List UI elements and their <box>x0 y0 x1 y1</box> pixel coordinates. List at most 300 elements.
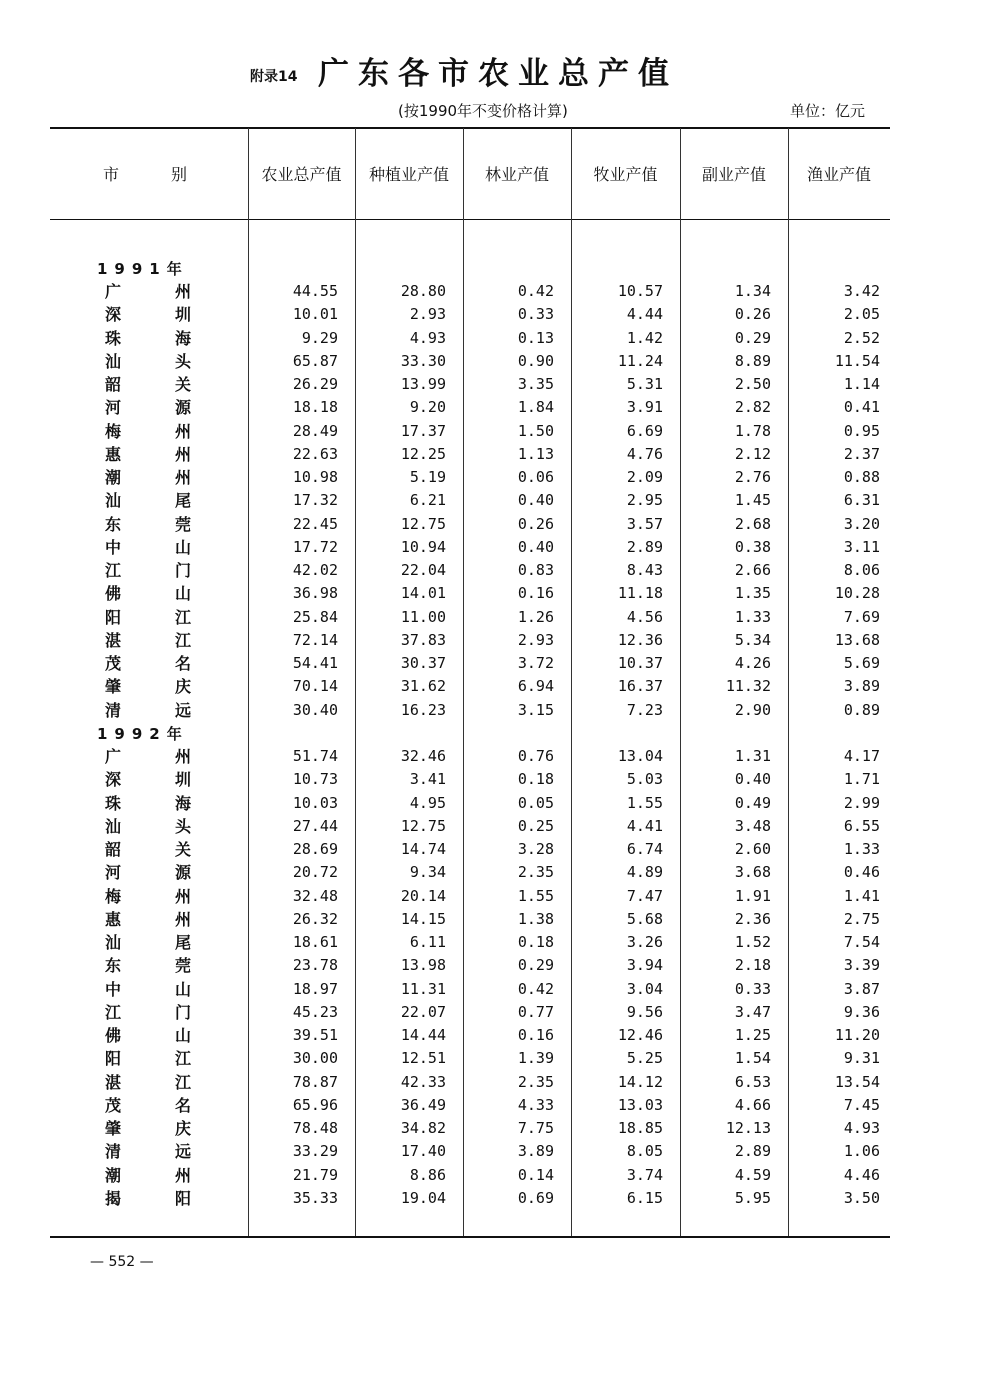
table-cell: 2.68 <box>734 514 771 533</box>
city-name-second: 莞 <box>175 514 192 534</box>
year-label: 1992年 <box>97 725 189 743</box>
city-name-second: 尾 <box>175 933 192 952</box>
table-cell: 6.94 <box>517 677 554 696</box>
city-name-second: 名 <box>175 1095 192 1115</box>
table-cell: 0.14 <box>517 1165 554 1184</box>
table-cell: 3.41 <box>409 770 446 789</box>
table-cell: 1.42 <box>626 328 663 347</box>
table-cell: 10.28 <box>834 584 880 603</box>
table-cell: 2.93 <box>517 630 554 649</box>
table-cell: 3.20 <box>843 514 880 533</box>
column-header: 渔业产值 <box>806 165 871 184</box>
city-name-second: 远 <box>175 1142 192 1162</box>
table-cell: 3.91 <box>626 398 663 417</box>
page-title: 广东各市农业总产值 <box>318 56 678 92</box>
city-name-second: 山 <box>175 537 192 557</box>
city-name-first: 梅 <box>105 886 122 906</box>
table-cell: 1.78 <box>734 421 771 440</box>
table-cell: 1.71 <box>843 770 880 789</box>
table-cell: 3.04 <box>626 979 663 998</box>
table-cell: 0.77 <box>517 1002 554 1021</box>
table-cell: 78.87 <box>292 1072 338 1091</box>
table-cell: 78.48 <box>292 1119 338 1137</box>
table-cell: 30.40 <box>292 700 338 719</box>
table-cell: 20.14 <box>400 886 446 905</box>
city-name-first: 清 <box>105 700 122 720</box>
table-cell: 0.13 <box>517 328 554 347</box>
table-cell: 10.03 <box>292 793 338 812</box>
table-cell: 18.61 <box>292 933 338 951</box>
table-cell: 39.51 <box>292 1026 338 1044</box>
city-name-second: 庆 <box>175 677 192 697</box>
city-name-second: 尾 <box>175 491 192 511</box>
city-name-first: 茂 <box>105 654 122 673</box>
city-name-first: 珠 <box>105 328 122 348</box>
table-cell: 0.40 <box>517 537 554 556</box>
column-header: 牧业产值 <box>593 165 658 184</box>
city-name-first: 河 <box>105 863 122 883</box>
table-cell: 21.79 <box>292 1165 338 1184</box>
table-cell: 1.33 <box>734 607 771 626</box>
table-cell: 9.20 <box>409 398 446 417</box>
city-name-first: 珠 <box>105 793 122 813</box>
city-name-second: 头 <box>175 816 192 836</box>
table-cell: 0.26 <box>517 514 554 533</box>
city-name-first: 韶 <box>105 840 122 859</box>
table-cell: 2.99 <box>843 793 880 812</box>
table-cell: 2.37 <box>843 444 880 463</box>
table-cell: 2.52 <box>843 328 880 347</box>
table-cell: 28.80 <box>400 282 446 300</box>
table-cell: 2.76 <box>734 468 771 486</box>
table-cell: 14.44 <box>400 1026 446 1044</box>
table-cell: 4.26 <box>734 654 771 672</box>
table-cell: 12.51 <box>400 1049 446 1068</box>
table-cell: 0.46 <box>843 863 880 882</box>
table-cell: 36.98 <box>292 584 338 603</box>
table-cell: 26.29 <box>292 375 338 393</box>
table-cell: 3.74 <box>626 1165 663 1184</box>
table-cell: 5.31 <box>626 375 663 393</box>
table-cell: 2.89 <box>626 537 663 556</box>
table-cell: 33.29 <box>292 1142 338 1161</box>
city-name-first: 韶 <box>105 375 122 394</box>
table-cell: 0.40 <box>734 770 771 789</box>
year-label: 1991年 <box>97 260 189 278</box>
table-cell: 7.75 <box>517 1119 554 1137</box>
table-cell: 2.09 <box>626 468 663 486</box>
city-name-second: 源 <box>175 863 192 883</box>
table-cell: 1.45 <box>734 491 771 510</box>
table-cell: 3.68 <box>734 863 771 882</box>
table-cell: 3.89 <box>517 1142 554 1161</box>
city-name-first: 中 <box>105 537 122 557</box>
table-cell: 5.68 <box>626 909 663 928</box>
column-divider <box>680 128 681 1236</box>
table-cell: 8.05 <box>626 1142 663 1161</box>
city-name-first: 佛 <box>105 1026 122 1045</box>
table-cell: 1.34 <box>734 282 771 300</box>
table-cell: 2.18 <box>734 956 771 975</box>
table-cell: 1.54 <box>734 1049 771 1068</box>
city-name-first: 汕 <box>105 816 122 836</box>
table-cell: 7.23 <box>626 700 663 719</box>
table-cell: 10.37 <box>617 654 663 672</box>
table-cell: 3.89 <box>843 677 880 696</box>
table-cell: 11.24 <box>617 351 663 370</box>
table-cell: 18.97 <box>292 979 338 998</box>
page-number: — 552 — <box>90 1254 154 1270</box>
city-name-first: 江 <box>105 561 122 580</box>
table-cell: 13.54 <box>834 1072 880 1091</box>
city-name-first: 深 <box>105 305 122 325</box>
city-name-first: 湛 <box>105 1072 122 1092</box>
city-name-first: 潮 <box>105 468 122 487</box>
table-cell: 2.95 <box>626 491 663 510</box>
table-cell: 8.43 <box>626 561 663 579</box>
table-cell: 12.75 <box>400 816 446 835</box>
city-name-first: 汕 <box>105 491 122 511</box>
table-cell: 4.76 <box>626 444 663 463</box>
table-cell: 32.48 <box>292 886 338 905</box>
city-name-first: 清 <box>105 1142 122 1162</box>
table-cell: 30.00 <box>292 1049 338 1068</box>
city-name-first: 揭 <box>105 1188 122 1208</box>
table-cell: 54.41 <box>292 654 338 672</box>
table-cell: 0.76 <box>517 747 554 765</box>
table-cell: 42.02 <box>292 561 338 579</box>
table-cell: 4.59 <box>734 1165 771 1184</box>
city-name-second: 山 <box>175 979 192 999</box>
city-name-first: 茂 <box>105 1095 122 1115</box>
city-name-second: 州 <box>175 909 192 929</box>
table-cell: 6.55 <box>843 816 880 835</box>
city-name-first: 肇 <box>105 1119 122 1138</box>
table-cell: 14.12 <box>617 1072 663 1091</box>
unit-label: 单位：亿元 <box>790 102 866 120</box>
table-cell: 5.19 <box>409 468 446 486</box>
table-cell: 3.15 <box>517 700 554 719</box>
city-name-second: 圳 <box>175 770 192 790</box>
table-cell: 13.04 <box>617 747 663 765</box>
table-cell: 22.07 <box>400 1002 446 1021</box>
header-rule <box>50 219 890 220</box>
table-cell: 0.33 <box>734 979 771 998</box>
table-cell: 5.34 <box>734 630 771 649</box>
table-cell: 1.55 <box>626 793 663 812</box>
table-cell: 1.06 <box>843 1142 880 1161</box>
table-cell: 28.69 <box>292 840 338 858</box>
table-cell: 22.45 <box>292 514 338 533</box>
city-name-second: 关 <box>175 375 192 394</box>
table-cell: 0.83 <box>517 561 554 579</box>
table-cell: 30.37 <box>400 654 446 672</box>
table-cell: 22.04 <box>400 561 446 579</box>
table-cell: 7.54 <box>843 933 880 951</box>
column-divider <box>248 128 249 1236</box>
table-cell: 36.49 <box>400 1095 446 1114</box>
table-cell: 4.33 <box>517 1095 554 1114</box>
table-cell: 23.78 <box>292 956 338 975</box>
subtitle: (按1990年不变价格计算) <box>398 102 568 120</box>
column-header: 副业产值 <box>701 165 766 184</box>
table-cell: 5.03 <box>626 770 663 789</box>
table-cell: 9.36 <box>843 1002 880 1021</box>
table-cell: 0.18 <box>517 770 554 789</box>
table-cell: 26.32 <box>292 909 338 928</box>
table-cell: 9.34 <box>409 863 446 882</box>
table-cell: 3.26 <box>626 933 663 951</box>
table-cell: 10.01 <box>292 305 338 324</box>
table-cell: 6.15 <box>626 1188 663 1207</box>
table-cell: 27.44 <box>292 816 338 835</box>
column-divider <box>788 128 789 1236</box>
city-name-first: 阳 <box>105 1049 122 1069</box>
table-cell: 70.14 <box>292 677 338 696</box>
city-name-first: 梅 <box>105 421 122 441</box>
table-cell: 4.46 <box>843 1165 880 1184</box>
city-name-first: 潮 <box>105 1165 122 1185</box>
table-cell: 1.35 <box>734 584 771 603</box>
table-cell: 10.73 <box>292 770 338 789</box>
table-cell: 5.95 <box>734 1188 771 1207</box>
table-cell: 3.39 <box>843 956 880 975</box>
table-cell: 0.18 <box>517 933 554 951</box>
table-cell: 12.13 <box>725 1119 771 1137</box>
table-cell: 1.39 <box>517 1049 554 1068</box>
city-name-second: 关 <box>175 840 192 859</box>
table-cell: 10.94 <box>400 537 446 556</box>
table-cell: 1.13 <box>517 444 554 463</box>
table-cell: 13.99 <box>400 375 446 393</box>
table-cell: 3.50 <box>843 1188 880 1207</box>
table-cell: 14.74 <box>400 840 446 858</box>
table-cell: 9.56 <box>626 1002 663 1021</box>
table-cell: 4.93 <box>409 328 446 347</box>
title-block <box>0 48 1000 92</box>
city-name-second: 头 <box>175 351 192 371</box>
table-cell: 6.11 <box>409 933 446 951</box>
bottom-rule <box>50 1236 890 1238</box>
table-cell: 2.89 <box>734 1142 771 1161</box>
table-cell: 0.88 <box>843 468 880 486</box>
table-cell: 0.89 <box>843 700 880 719</box>
table-cell: 1.55 <box>517 886 554 905</box>
table-cell: 1.26 <box>517 607 554 626</box>
table-cell: 1.41 <box>843 886 880 905</box>
column-divider <box>355 128 356 1236</box>
city-name-first: 东 <box>105 514 122 534</box>
city-name-first: 肇 <box>105 677 122 697</box>
city-name-second: 莞 <box>175 956 192 976</box>
table-cell: 17.40 <box>400 1142 446 1161</box>
table-cell: 4.56 <box>626 607 663 626</box>
column-header: 种植业产值 <box>368 165 449 184</box>
city-name-second: 州 <box>175 886 192 906</box>
table-cell: 0.49 <box>734 793 771 812</box>
city-name-second: 海 <box>175 328 192 348</box>
city-name-second: 山 <box>175 1026 192 1045</box>
table-cell: 2.90 <box>734 700 771 719</box>
table-cell: 12.25 <box>400 444 446 463</box>
table-cell: 14.01 <box>400 584 446 603</box>
table-cell: 3.87 <box>843 979 880 998</box>
table-cell: 11.00 <box>400 607 446 626</box>
table-cell: 0.90 <box>517 351 554 370</box>
city-name-second: 门 <box>175 1002 192 1022</box>
table-cell: 4.41 <box>626 816 663 835</box>
table-cell: 18.18 <box>292 398 338 417</box>
table-cell: 3.11 <box>843 537 880 556</box>
city-name-second: 州 <box>175 444 192 464</box>
table-cell: 32.46 <box>400 747 446 765</box>
table-cell: 4.93 <box>843 1119 880 1137</box>
table-cell: 0.95 <box>843 421 880 440</box>
city-name-second: 庆 <box>175 1119 192 1138</box>
table-cell: 3.28 <box>517 840 554 858</box>
table-cell: 18.85 <box>617 1119 663 1137</box>
city-name-second: 州 <box>175 282 192 301</box>
table-cell: 0.25 <box>517 816 554 835</box>
column-header: 农业总产值 <box>261 165 342 184</box>
table-cell: 1.33 <box>843 840 880 858</box>
table-cell: 65.87 <box>292 351 338 370</box>
city-name-second: 门 <box>175 561 192 580</box>
city-name-second: 江 <box>175 607 192 627</box>
table-cell: 11.31 <box>400 979 446 998</box>
table-cell: 37.83 <box>400 630 446 649</box>
table-cell: 13.98 <box>400 956 446 975</box>
table-cell: 9.29 <box>301 328 338 347</box>
city-name-second: 远 <box>175 700 192 720</box>
table-cell: 16.37 <box>617 677 663 696</box>
table-cell: 9.31 <box>843 1049 880 1068</box>
city-name-first: 广 <box>105 747 122 766</box>
table-cell: 33.30 <box>400 351 446 370</box>
city-name-first: 汕 <box>105 933 122 952</box>
table-cell: 8.06 <box>843 561 880 579</box>
city-name-first: 深 <box>105 770 122 790</box>
table-cell: 2.60 <box>734 840 771 858</box>
column-header: 林业产值 <box>484 165 549 184</box>
city-name-first: 惠 <box>105 909 122 929</box>
table-cell: 16.23 <box>400 700 446 719</box>
table-cell: 1.84 <box>517 398 554 417</box>
table-cell: 45.23 <box>292 1002 338 1021</box>
table-cell: 0.40 <box>517 491 554 510</box>
table-cell: 2.82 <box>734 398 771 417</box>
table-cell: 12.46 <box>617 1026 663 1044</box>
table-cell: 44.55 <box>292 282 338 300</box>
table-cell: 0.41 <box>843 398 880 417</box>
city-name-first: 中 <box>105 979 122 999</box>
table-cell: 6.74 <box>626 840 663 858</box>
table-cell: 1.52 <box>734 933 771 951</box>
table-cell: 6.21 <box>409 491 446 510</box>
table-cell: 11.54 <box>834 351 880 370</box>
table-cell: 22.63 <box>292 444 338 463</box>
table-cell: 25.84 <box>292 607 338 626</box>
table-cell: 1.25 <box>734 1026 771 1044</box>
city-name-second: 江 <box>175 630 192 650</box>
table-cell: 4.89 <box>626 863 663 882</box>
table-cell: 17.32 <box>292 491 338 510</box>
city-name-first: 惠 <box>105 444 122 464</box>
table-cell: 7.69 <box>843 607 880 626</box>
table-cell: 42.33 <box>400 1072 446 1091</box>
table-cell: 8.86 <box>409 1165 446 1184</box>
city-name-second: 山 <box>175 584 192 604</box>
table-cell: 3.57 <box>626 514 663 533</box>
table-cell: 3.35 <box>517 375 554 393</box>
table-cell: 0.42 <box>517 979 554 998</box>
city-name-second: 海 <box>175 793 192 813</box>
table-cell: 7.47 <box>626 886 663 905</box>
table-cell: 72.14 <box>292 630 338 649</box>
city-name-second: 江 <box>175 1072 192 1092</box>
table-cell: 4.95 <box>409 793 446 812</box>
city-name-second: 源 <box>175 398 192 418</box>
table-cell: 17.72 <box>292 537 338 556</box>
table-cell: 31.62 <box>400 677 446 696</box>
table-cell: 34.82 <box>400 1119 446 1137</box>
table-cell: 0.05 <box>517 793 554 812</box>
city-name-first: 佛 <box>105 584 122 604</box>
table-cell: 0.29 <box>517 956 554 975</box>
city-name-second: 州 <box>175 468 192 487</box>
table-cell: 10.98 <box>292 468 338 486</box>
table-cell: 7.45 <box>843 1095 880 1114</box>
table-cell: 1.91 <box>734 886 771 905</box>
city-name-first: 阳 <box>105 607 122 627</box>
table-cell: 3.47 <box>734 1002 771 1021</box>
table-cell: 2.36 <box>734 909 771 928</box>
table-cell: 1.31 <box>734 747 771 765</box>
city-name-first: 广 <box>105 282 122 301</box>
city-name-second: 江 <box>175 1049 192 1069</box>
column-divider <box>571 128 572 1236</box>
table-cell: 0.33 <box>517 305 554 324</box>
table-cell: 1.50 <box>517 421 554 440</box>
table-cell: 6.53 <box>734 1072 771 1091</box>
column-divider <box>463 128 464 1236</box>
table-cell: 13.68 <box>834 630 880 649</box>
table-cell: 4.66 <box>734 1095 771 1114</box>
table-cell: 17.37 <box>400 421 446 440</box>
table-cell: 0.16 <box>517 584 554 603</box>
table-cell: 11.20 <box>834 1026 880 1044</box>
table-cell: 1.38 <box>517 909 554 928</box>
table-cell: 51.74 <box>292 747 338 765</box>
city-name-first: 湛 <box>105 630 122 650</box>
table-cell: 6.69 <box>626 421 663 440</box>
city-name-second: 圳 <box>175 305 192 325</box>
table-cell: 1.14 <box>843 375 880 393</box>
table-cell: 12.75 <box>400 514 446 533</box>
table-cell: 20.72 <box>292 863 338 882</box>
table-cell: 2.75 <box>843 909 880 928</box>
table-cell: 6.31 <box>843 491 880 510</box>
table-cell: 2.12 <box>734 444 771 463</box>
city-name-second: 名 <box>175 654 192 673</box>
table-cell: 12.36 <box>617 630 663 649</box>
table-cell: 4.44 <box>626 305 663 324</box>
table-cell: 0.26 <box>734 305 771 324</box>
table-cell: 2.05 <box>843 305 880 324</box>
city-name-first: 江 <box>105 1002 122 1022</box>
table-cell: 5.69 <box>843 654 880 672</box>
table-cell: 28.49 <box>292 421 338 440</box>
